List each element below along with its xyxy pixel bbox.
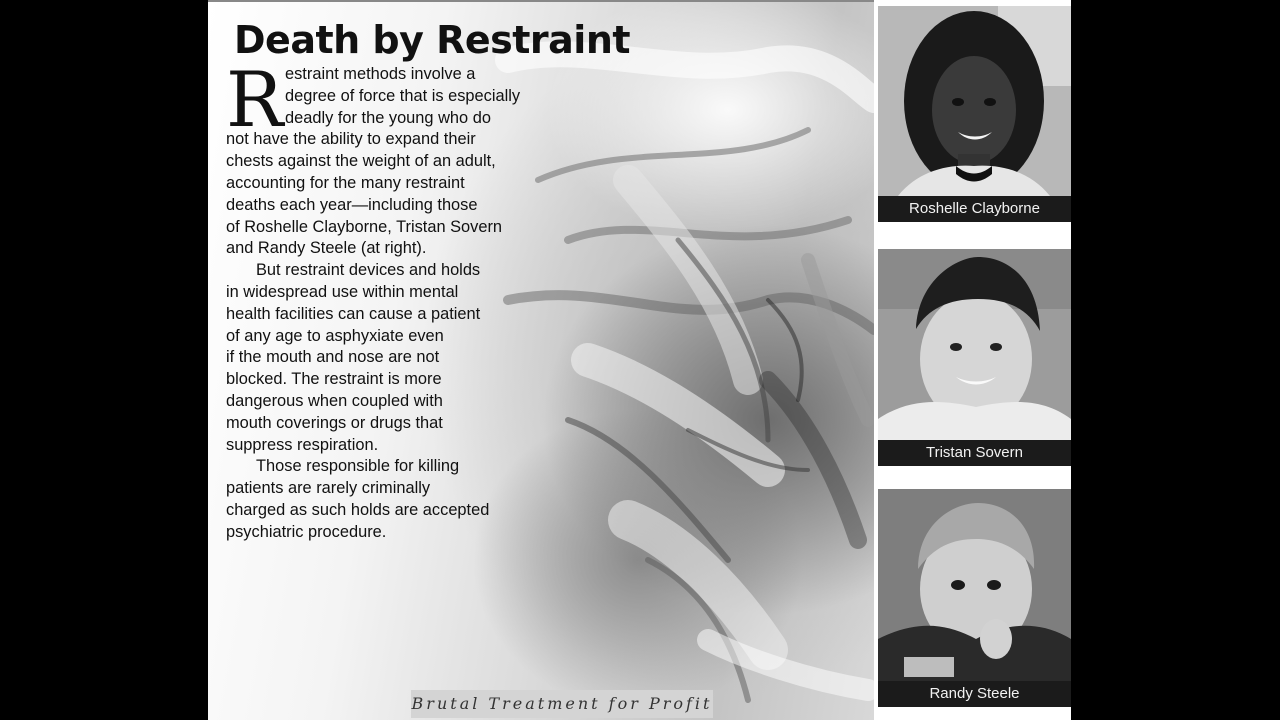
text-line: chests against the weight of an adult, xyxy=(226,152,496,171)
photo-caption: Roshelle Clayborne xyxy=(878,196,1071,222)
document-page xyxy=(208,0,1071,720)
photo-card-roshelle-clayborne xyxy=(878,6,1071,222)
text-line: Those responsible for killing xyxy=(256,457,460,476)
text-line: deaths each year—including those xyxy=(226,195,478,214)
text-line: mouth coverings or drugs that xyxy=(226,413,443,432)
text-line: suppress respiration. xyxy=(226,435,379,454)
photo-caption: Tristan Sovern xyxy=(878,440,1071,466)
text-line: if the mouth and nose are not xyxy=(226,348,440,367)
portrait-photo xyxy=(878,489,1071,681)
text-line: of any age to asphyxiate even xyxy=(226,326,444,345)
text-line: in widespread use within mental xyxy=(226,282,459,301)
portrait-photo xyxy=(878,6,1071,196)
drop-cap: R xyxy=(226,55,284,144)
portrait-girl-icon xyxy=(878,6,1071,196)
text-line: blocked. The restraint is more xyxy=(226,370,442,389)
text-line: dangerous when coupled with xyxy=(226,391,443,410)
victim-photos-column xyxy=(874,0,1071,720)
footer-tagline: Brutal Treatment for Profit xyxy=(411,690,713,718)
photo-card-randy-steele xyxy=(878,489,1071,707)
text-line: deadly for the young who do xyxy=(285,108,491,127)
text-line: health facilities can cause a patient xyxy=(226,304,481,323)
text-line: and Randy Steele (at right). xyxy=(226,239,427,258)
text-line: accounting for the many restraint xyxy=(226,173,465,192)
text-line: But restraint devices and holds xyxy=(256,261,481,280)
text-line: patients are rarely criminally xyxy=(226,479,431,498)
photo-caption: Randy Steele xyxy=(878,681,1071,707)
article-title: Death by Restraint xyxy=(234,18,631,62)
text-line: charged as such holds are accepted xyxy=(226,500,490,519)
photo-card-tristan-sovern xyxy=(878,249,1071,466)
main-article-panel xyxy=(208,0,874,720)
text-line: not have the ability to expand their xyxy=(226,130,476,149)
portrait-child-icon xyxy=(878,489,1071,681)
text-line: estraint methods involve a xyxy=(285,65,476,83)
portrait-photo xyxy=(878,249,1071,440)
text-line: degree of force that is especially xyxy=(285,86,521,105)
portrait-boy-icon xyxy=(878,249,1071,440)
text-line: psychiatric procedure. xyxy=(226,522,387,541)
text-line: of Roshelle Clayborne, Tristan Sovern xyxy=(226,217,503,236)
article-body xyxy=(226,55,546,544)
